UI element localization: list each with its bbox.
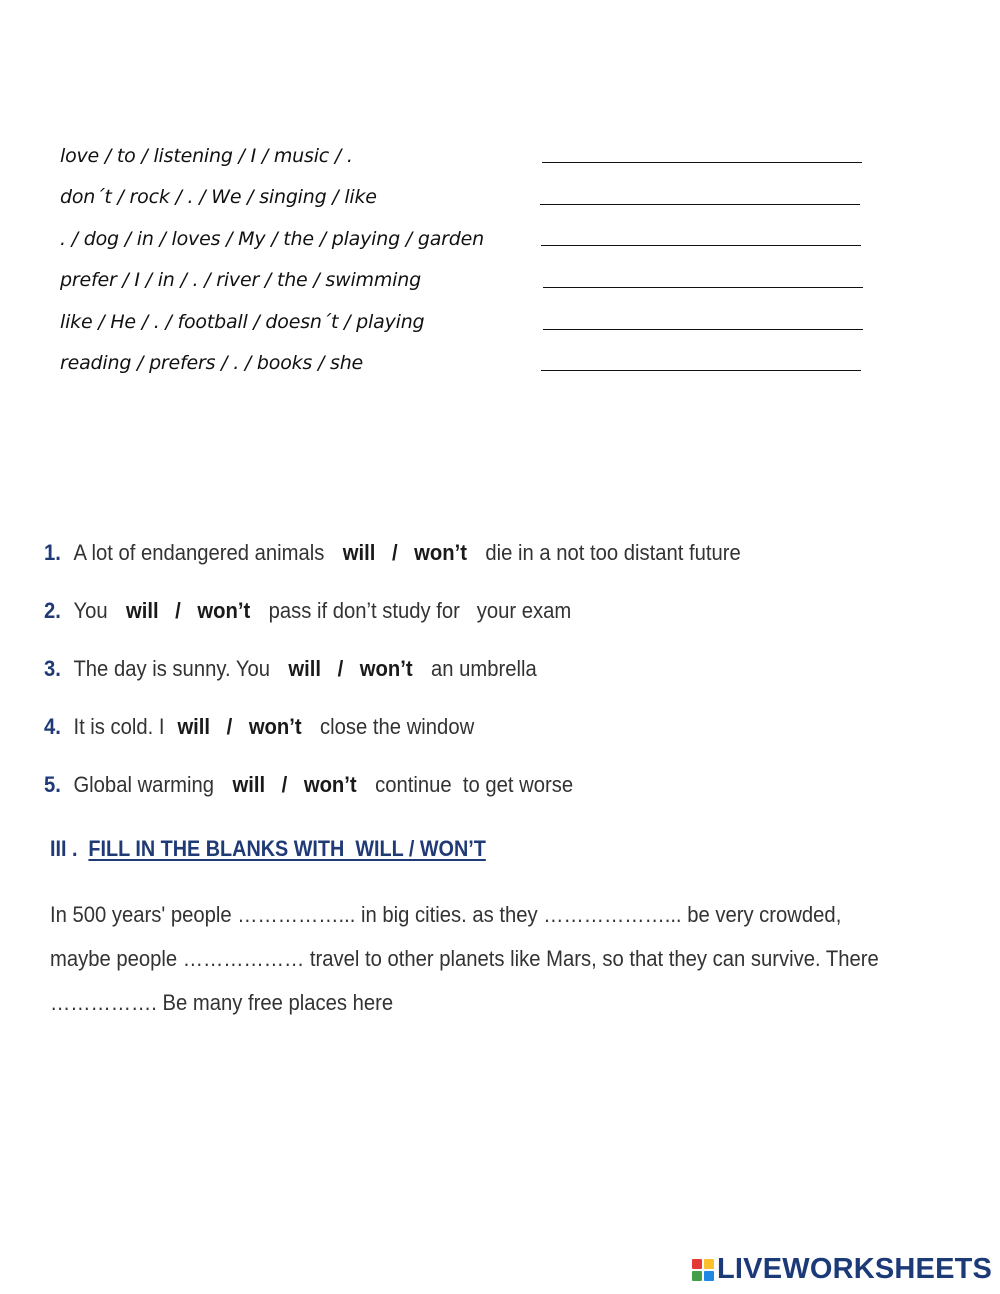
choice-row-5 (44, 772, 872, 830)
scramble-words: . / dog / in / loves / My / the / playing / garden (60, 227, 484, 250)
option-separator: / (337, 656, 344, 681)
item-number: 5. (44, 772, 61, 797)
section-number: III . (50, 836, 78, 861)
sentence-start: It is cold. I (73, 714, 165, 739)
option-wont[interactable]: won’t (303, 772, 357, 797)
answer-input-5[interactable] (543, 329, 863, 330)
fill-in-paragraph (50, 893, 924, 1025)
paragraph-text: be very crowded, (681, 902, 842, 927)
sentence-end: pass if don’t study for your exam (268, 598, 572, 623)
blank-2[interactable]: ………………... (543, 902, 682, 927)
sentence-end: an umbrella (431, 656, 537, 681)
logo-square-red (692, 1259, 702, 1269)
option-will[interactable]: will (232, 772, 266, 797)
option-separator: / (391, 540, 398, 565)
scramble-row-1 (60, 140, 880, 181)
sentence-end: die in a not too distant future (485, 540, 741, 565)
paragraph-text: maybe people (50, 946, 183, 971)
choice-row-4 (44, 714, 872, 772)
logo-square-blue (704, 1271, 714, 1281)
sentence-start: You (73, 598, 108, 623)
blank-3[interactable]: ……………… (182, 946, 305, 971)
paragraph-line-2 (50, 937, 924, 981)
option-wont[interactable]: won’t (359, 656, 413, 681)
scramble-words: love / to / listening / I / music / . (60, 145, 353, 167)
logo-square-green (692, 1271, 702, 1281)
answer-input-6[interactable] (541, 370, 861, 371)
answer-input-1[interactable] (542, 162, 862, 163)
scramble-row-4 (60, 264, 880, 305)
logo-text: LIVEWORKSHEETS (717, 1253, 993, 1285)
option-separator: / (226, 714, 233, 739)
scramble-words: don´t / rock / . / We / singing / like (60, 186, 377, 209)
option-wont[interactable]: won’t (414, 540, 467, 565)
section-title: FILL IN THE BLANKS WITH WILL / WON’T (88, 836, 486, 861)
blank-4[interactable]: ……………. (50, 990, 157, 1015)
item-number: 1. (44, 540, 61, 565)
sentence-end: continue to get worse (375, 772, 574, 797)
sentence-start: The day is sunny. You (73, 656, 270, 681)
will-wont-choice-exercise (44, 540, 944, 830)
option-separator: / (281, 772, 288, 797)
choice-row-3 (44, 656, 872, 714)
choice-row-1 (44, 540, 872, 598)
option-separator: / (175, 598, 181, 623)
scrambled-sentences-exercise (60, 140, 880, 388)
scramble-row-6 (60, 347, 880, 388)
choice-row-2 (44, 598, 872, 656)
blank-1[interactable]: ……………... (237, 902, 356, 927)
paragraph-line-1 (50, 893, 924, 937)
paragraph-text: Be many free places here (156, 990, 394, 1015)
scramble-row-2 (60, 181, 880, 222)
item-number: 2. (44, 598, 61, 623)
option-wont[interactable]: won’t (248, 714, 302, 739)
option-wont[interactable]: won’t (197, 598, 251, 623)
scramble-words: prefer / I / in / . / river / the / swimming (60, 269, 421, 292)
liveworksheets-logo-icon (692, 1259, 714, 1281)
answer-input-2[interactable] (540, 204, 860, 205)
paragraph-line-3 (50, 981, 924, 1025)
answer-input-4[interactable] (543, 287, 863, 288)
sentence-end: close the window (320, 714, 475, 739)
scramble-row-5 (60, 306, 880, 347)
liveworksheets-logo (692, 1253, 992, 1286)
scramble-words: like / He / . / football / doesn´t / playing (60, 310, 425, 333)
section-heading (50, 836, 486, 862)
item-number: 3. (44, 656, 61, 681)
answer-input-3[interactable] (541, 245, 861, 246)
paragraph-text: in big cities. as they (355, 902, 544, 927)
logo-square-yellow (704, 1259, 714, 1269)
option-will[interactable]: will (177, 714, 211, 739)
option-will[interactable]: will (288, 656, 322, 681)
item-number: 4. (44, 714, 61, 739)
scramble-words: reading / prefers / . / books / she (60, 351, 364, 374)
option-will[interactable]: will (342, 540, 376, 565)
paragraph-text: travel to other planets like Mars, so that they can survive. There (304, 946, 879, 971)
sentence-start: A lot of endangered animals (73, 540, 325, 565)
option-will[interactable]: will (125, 598, 159, 623)
paragraph-text: In 500 years' people (50, 902, 238, 927)
sentence-start: Global warming (73, 772, 215, 797)
scramble-row-3 (60, 223, 880, 264)
